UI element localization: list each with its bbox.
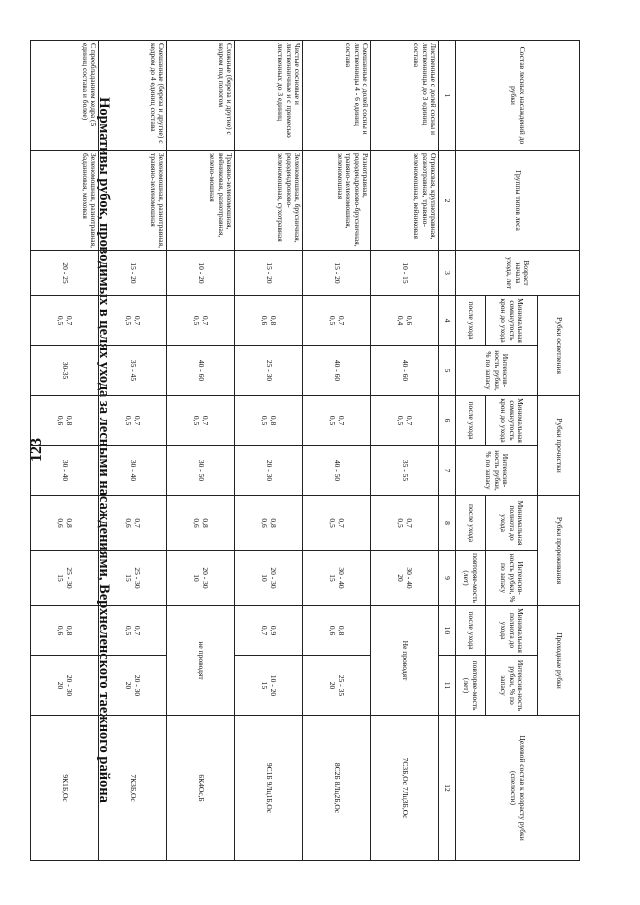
value-before: 0,8 bbox=[268, 415, 278, 426]
value-before: 0,7 bbox=[132, 415, 142, 426]
header-pro-closure: Минимальная сомкнутость крон до ухода bbox=[486, 396, 538, 446]
cell-forest-types: Разнотравная, рододендроново-брусничная, травяно-зеленомошная, зеленомошная bbox=[303, 151, 371, 251]
value-repeat: 15 bbox=[328, 574, 338, 582]
cell-target: 9С1Б 9Лц1Б,Ос bbox=[235, 716, 303, 861]
value-repeat: 15 bbox=[260, 681, 270, 690]
cell-prz-intensity bbox=[371, 551, 439, 606]
cell-osv-intensity: 35 - 45 bbox=[99, 346, 167, 396]
value-before: 0,8 bbox=[64, 518, 74, 528]
value-intensity: 20 - 30 bbox=[268, 567, 278, 589]
value-intensity: 30 - 40 bbox=[336, 567, 346, 589]
cell-prz-completeness bbox=[235, 496, 303, 551]
cell-age: 15 - 20 bbox=[303, 251, 371, 296]
header-prz-intensity: Интенсив-ность рубки, % по запасу bbox=[486, 551, 538, 606]
value-repeat: 10 bbox=[260, 574, 270, 582]
cell-phd-not-conducted: не проводят bbox=[167, 606, 235, 716]
table-row bbox=[235, 41, 303, 861]
cell-target: 8С2Б 8Лц2Б,Ос bbox=[303, 716, 371, 861]
value-repeat: 20 bbox=[124, 681, 134, 690]
value-before: 0,8 bbox=[200, 518, 210, 528]
value-before: 0,6 bbox=[404, 315, 414, 326]
cell-prz-completeness bbox=[99, 496, 167, 551]
value-before: 0,7 bbox=[64, 315, 74, 326]
value-before: 0,7 bbox=[132, 315, 142, 326]
value-after: 0,5 bbox=[260, 415, 270, 426]
cell-prz-completeness bbox=[371, 496, 439, 551]
value-after: 0,5 bbox=[124, 625, 134, 636]
table-row bbox=[31, 41, 99, 861]
cell-osv-intensity: 40 - 60 bbox=[371, 346, 439, 396]
column-number: 8 bbox=[439, 496, 456, 551]
value-intensity: 20 - 30 bbox=[64, 674, 74, 697]
header-phd-after: после ухода bbox=[456, 606, 486, 656]
cell-age: 15 - 20 bbox=[99, 251, 167, 296]
cell-pro-closure bbox=[235, 396, 303, 446]
cell-composition: Сложные (береза и другие) с кедром под пологом bbox=[167, 41, 235, 151]
cell-phd-intensity bbox=[99, 656, 167, 716]
cell-pro-closure bbox=[303, 396, 371, 446]
cell-phd-intensity bbox=[31, 656, 99, 716]
header-phd-completeness: Минимальная полнота до ухода bbox=[486, 606, 538, 656]
cell-osv-intensity: 25 - 30 bbox=[235, 346, 303, 396]
value-after: 0,5 bbox=[328, 415, 338, 426]
value-before: 0,8 bbox=[268, 315, 278, 326]
cell-phd-not-conducted: Не проводят bbox=[371, 606, 439, 716]
value-before: 0,8 bbox=[64, 415, 74, 426]
value-after: 0,6 bbox=[56, 625, 66, 636]
column-number: 1 bbox=[439, 41, 456, 151]
cell-target: 6К4Ос,Б bbox=[167, 716, 235, 861]
value-before: 0,7 bbox=[132, 625, 142, 636]
header-start-age: Возраст начала ухода, лет bbox=[456, 251, 580, 296]
value-before: 0,7 bbox=[404, 415, 414, 426]
cell-prz-intensity bbox=[235, 551, 303, 606]
cell-pro-intensity: 35 - 55 bbox=[371, 446, 439, 496]
value-before: 0,8 bbox=[268, 518, 278, 528]
header-prochist: Рубки прочистки bbox=[538, 396, 580, 496]
column-number: 11 bbox=[439, 656, 456, 716]
value-after: 0,5 bbox=[124, 315, 134, 326]
value-after: 0,5 bbox=[192, 415, 202, 426]
value-repeat: 15 bbox=[56, 574, 66, 582]
cell-osv-closure bbox=[99, 296, 167, 346]
cell-target: 7С3Б,Ос 7Лц3Б,Ос bbox=[371, 716, 439, 861]
value-after: 0,5 bbox=[192, 315, 202, 326]
column-number-row bbox=[439, 41, 456, 861]
cell-osv-closure bbox=[371, 296, 439, 346]
cell-prz-completeness bbox=[303, 496, 371, 551]
header-pro-after: после ухода bbox=[456, 396, 486, 446]
value-repeat: 15 bbox=[124, 574, 134, 582]
cell-phd-completeness bbox=[31, 606, 99, 656]
header-phd-intensity: Интенсив-ность рубки, % по запасу bbox=[486, 656, 538, 716]
cell-pro-intensity: 30 - 50 bbox=[167, 446, 235, 496]
cell-target: 7К3Б,Ос bbox=[99, 716, 167, 861]
cell-osv-closure bbox=[235, 296, 303, 346]
header-prz-after: после ухода bbox=[456, 496, 486, 551]
value-repeat: 10 bbox=[192, 574, 202, 582]
value-after: 0,7 bbox=[260, 625, 270, 636]
cell-forest-types: Огpиксвая, крупнотравная, разнотравная, травяно-зеленомошная, вейниковая bbox=[371, 151, 439, 251]
cell-phd-completeness bbox=[303, 606, 371, 656]
cell-composition: Смешанные с долей сосны и лиственницы 4 - 6 единиц состава bbox=[303, 41, 371, 151]
column-number: 4 bbox=[439, 296, 456, 346]
value-intensity: 20 - 30 bbox=[132, 674, 142, 697]
table-row bbox=[371, 41, 439, 861]
norms-table bbox=[30, 40, 580, 861]
cell-osv-closure bbox=[31, 296, 99, 346]
table-row bbox=[303, 41, 371, 861]
cell-pro-closure bbox=[371, 396, 439, 446]
value-after: 0,6 bbox=[328, 625, 338, 636]
cell-forest-types: Зеленомошная, брусничная, рододендроново-зеленомошная, сухотравная bbox=[235, 151, 303, 251]
value-after: 0,5 bbox=[328, 315, 338, 326]
value-before: 0,7 bbox=[336, 415, 346, 426]
value-repeat: 20 bbox=[396, 574, 406, 582]
column-number: 3 bbox=[439, 251, 456, 296]
value-after: 0,5 bbox=[396, 518, 406, 528]
cell-forest-types: Травяно-зеленомошная, вейниковая, разнотравная, зелено-мошная bbox=[167, 151, 235, 251]
value-before: 0,7 bbox=[336, 518, 346, 528]
cell-prz-intensity bbox=[99, 551, 167, 606]
header-osvetl: Рубки осветления bbox=[538, 296, 580, 396]
value-intensity: 10 - 20 bbox=[268, 674, 278, 697]
column-number: 5 bbox=[439, 346, 456, 396]
column-number: 6 bbox=[439, 396, 456, 446]
value-after: 0,5 bbox=[328, 518, 338, 528]
cell-pro-intensity: 30 - 40 bbox=[99, 446, 167, 496]
cell-pro-closure bbox=[167, 396, 235, 446]
cell-osv-intensity: 30-35 bbox=[31, 346, 99, 396]
header-prz-completeness: Минимальная полнота до ухода bbox=[486, 496, 538, 551]
cell-prz-completeness bbox=[31, 496, 99, 551]
header-phd-repeat: повторяе-мость (лет) bbox=[456, 656, 486, 716]
cell-age: 10 - 15 bbox=[371, 251, 439, 296]
column-number: 12 bbox=[439, 716, 456, 861]
header-target: Целевой состав к возрасту рубки (спелости) bbox=[456, 716, 580, 861]
page-number: 123 bbox=[28, 438, 45, 462]
value-intensity: 20 - 30 bbox=[200, 567, 210, 589]
cell-prz-completeness bbox=[167, 496, 235, 551]
cell-composition: С преобладанием кедра (5 единиц состава и более) bbox=[31, 41, 99, 151]
cell-phd-intensity bbox=[235, 656, 303, 716]
value-intensity: 25 - 30 bbox=[132, 567, 142, 589]
cell-composition: Смешанные (береза и другие) с кедром до 4 единиц состава bbox=[99, 41, 167, 151]
value-repeat: 20 bbox=[56, 681, 66, 690]
header-pro-intensity: Интенсив-ность рубки, % по запасу bbox=[456, 446, 538, 496]
cell-composition: Чистые сосновые и лиственничные и с примесью лиственных до 3 единиц bbox=[235, 41, 303, 151]
column-number: 9 bbox=[439, 551, 456, 606]
cell-pro-intensity: 40 - 50 bbox=[303, 446, 371, 496]
column-number: 7 bbox=[439, 446, 456, 496]
table-row bbox=[167, 41, 235, 861]
value-after: 0,6 bbox=[56, 518, 66, 528]
cell-prz-intensity bbox=[31, 551, 99, 606]
cell-composition: Лиственные с долей сосны и лиственницы до 3 единиц состава bbox=[371, 41, 439, 151]
table-row bbox=[99, 41, 167, 861]
header-osv-intensity: Интенсив-ность рубки, % по запасу bbox=[456, 346, 538, 396]
cell-osv-closure bbox=[303, 296, 371, 346]
value-before: 0,8 bbox=[64, 625, 74, 636]
header-prohod: Проходные рубки bbox=[538, 606, 580, 716]
cell-target: 9К1Б,Ос bbox=[31, 716, 99, 861]
cell-forest-types: Зеленомошная, разнотравная, травяно-зеленомошная bbox=[99, 151, 167, 251]
value-after: 0,6 bbox=[260, 315, 270, 326]
document-title: Нормативы рубок, проводимых в целях ухода за лесными насаждениями, Верхнеленского таежного района bbox=[96, 97, 112, 803]
cell-phd-completeness bbox=[99, 606, 167, 656]
header-osv-closure: Минимальная сомкнутость крон до ухода bbox=[486, 296, 538, 346]
header-osv-after: после ухода bbox=[456, 296, 486, 346]
value-after: 0,5 bbox=[124, 415, 134, 426]
value-after: 0,4 bbox=[396, 315, 406, 326]
cell-osv-intensity: 40 - 60 bbox=[303, 346, 371, 396]
value-before: 0,8 bbox=[336, 625, 346, 636]
value-before: 0,7 bbox=[200, 415, 210, 426]
column-number: 10 bbox=[439, 606, 456, 656]
value-repeat: 20 bbox=[328, 681, 338, 690]
cell-pro-intensity: 30 - 40 bbox=[31, 446, 99, 496]
value-after: 0,6 bbox=[124, 518, 134, 528]
cell-age: 10 - 20 bbox=[167, 251, 235, 296]
cell-phd-completeness bbox=[235, 606, 303, 656]
value-before: 0,7 bbox=[404, 518, 414, 528]
cell-age: 20 - 25 bbox=[31, 251, 99, 296]
cell-osv-intensity: 40 - 60 bbox=[167, 346, 235, 396]
header-prz-repeat: повторяе-мость (лет) bbox=[456, 551, 486, 606]
value-before: 0,7 bbox=[336, 315, 346, 326]
value-after: 0,6 bbox=[56, 415, 66, 426]
cell-prz-intensity bbox=[167, 551, 235, 606]
cell-pro-closure bbox=[99, 396, 167, 446]
value-intensity: 30 - 40 bbox=[404, 567, 414, 589]
cell-pro-closure bbox=[31, 396, 99, 446]
cell-osv-closure bbox=[167, 296, 235, 346]
value-before: 0,7 bbox=[200, 315, 210, 326]
value-after: 0,6 bbox=[260, 518, 270, 528]
value-after: 0,5 bbox=[56, 315, 66, 326]
value-intensity: 25 - 30 bbox=[64, 567, 74, 589]
header-composition: Состав лесных насаждений до рубки bbox=[456, 41, 580, 151]
header-forest-types: Группы типов леса bbox=[456, 151, 580, 251]
cell-pro-intensity: 20 - 30 bbox=[235, 446, 303, 496]
cell-prz-intensity bbox=[303, 551, 371, 606]
value-intensity: 25 - 35 bbox=[336, 674, 346, 697]
header-prorezh: Рубки прореживания bbox=[538, 496, 580, 606]
value-before: 0,7 bbox=[132, 518, 142, 528]
column-number: 2 bbox=[439, 151, 456, 251]
cell-age: 15 - 20 bbox=[235, 251, 303, 296]
cell-forest-types: Зеленомошная, разнотравная, баданновая, моховая bbox=[31, 151, 99, 251]
value-after: 0,5 bbox=[396, 415, 406, 426]
cell-phd-intensity bbox=[303, 656, 371, 716]
value-after: 0,6 bbox=[192, 518, 202, 528]
value-before: 0,9 bbox=[268, 625, 278, 636]
